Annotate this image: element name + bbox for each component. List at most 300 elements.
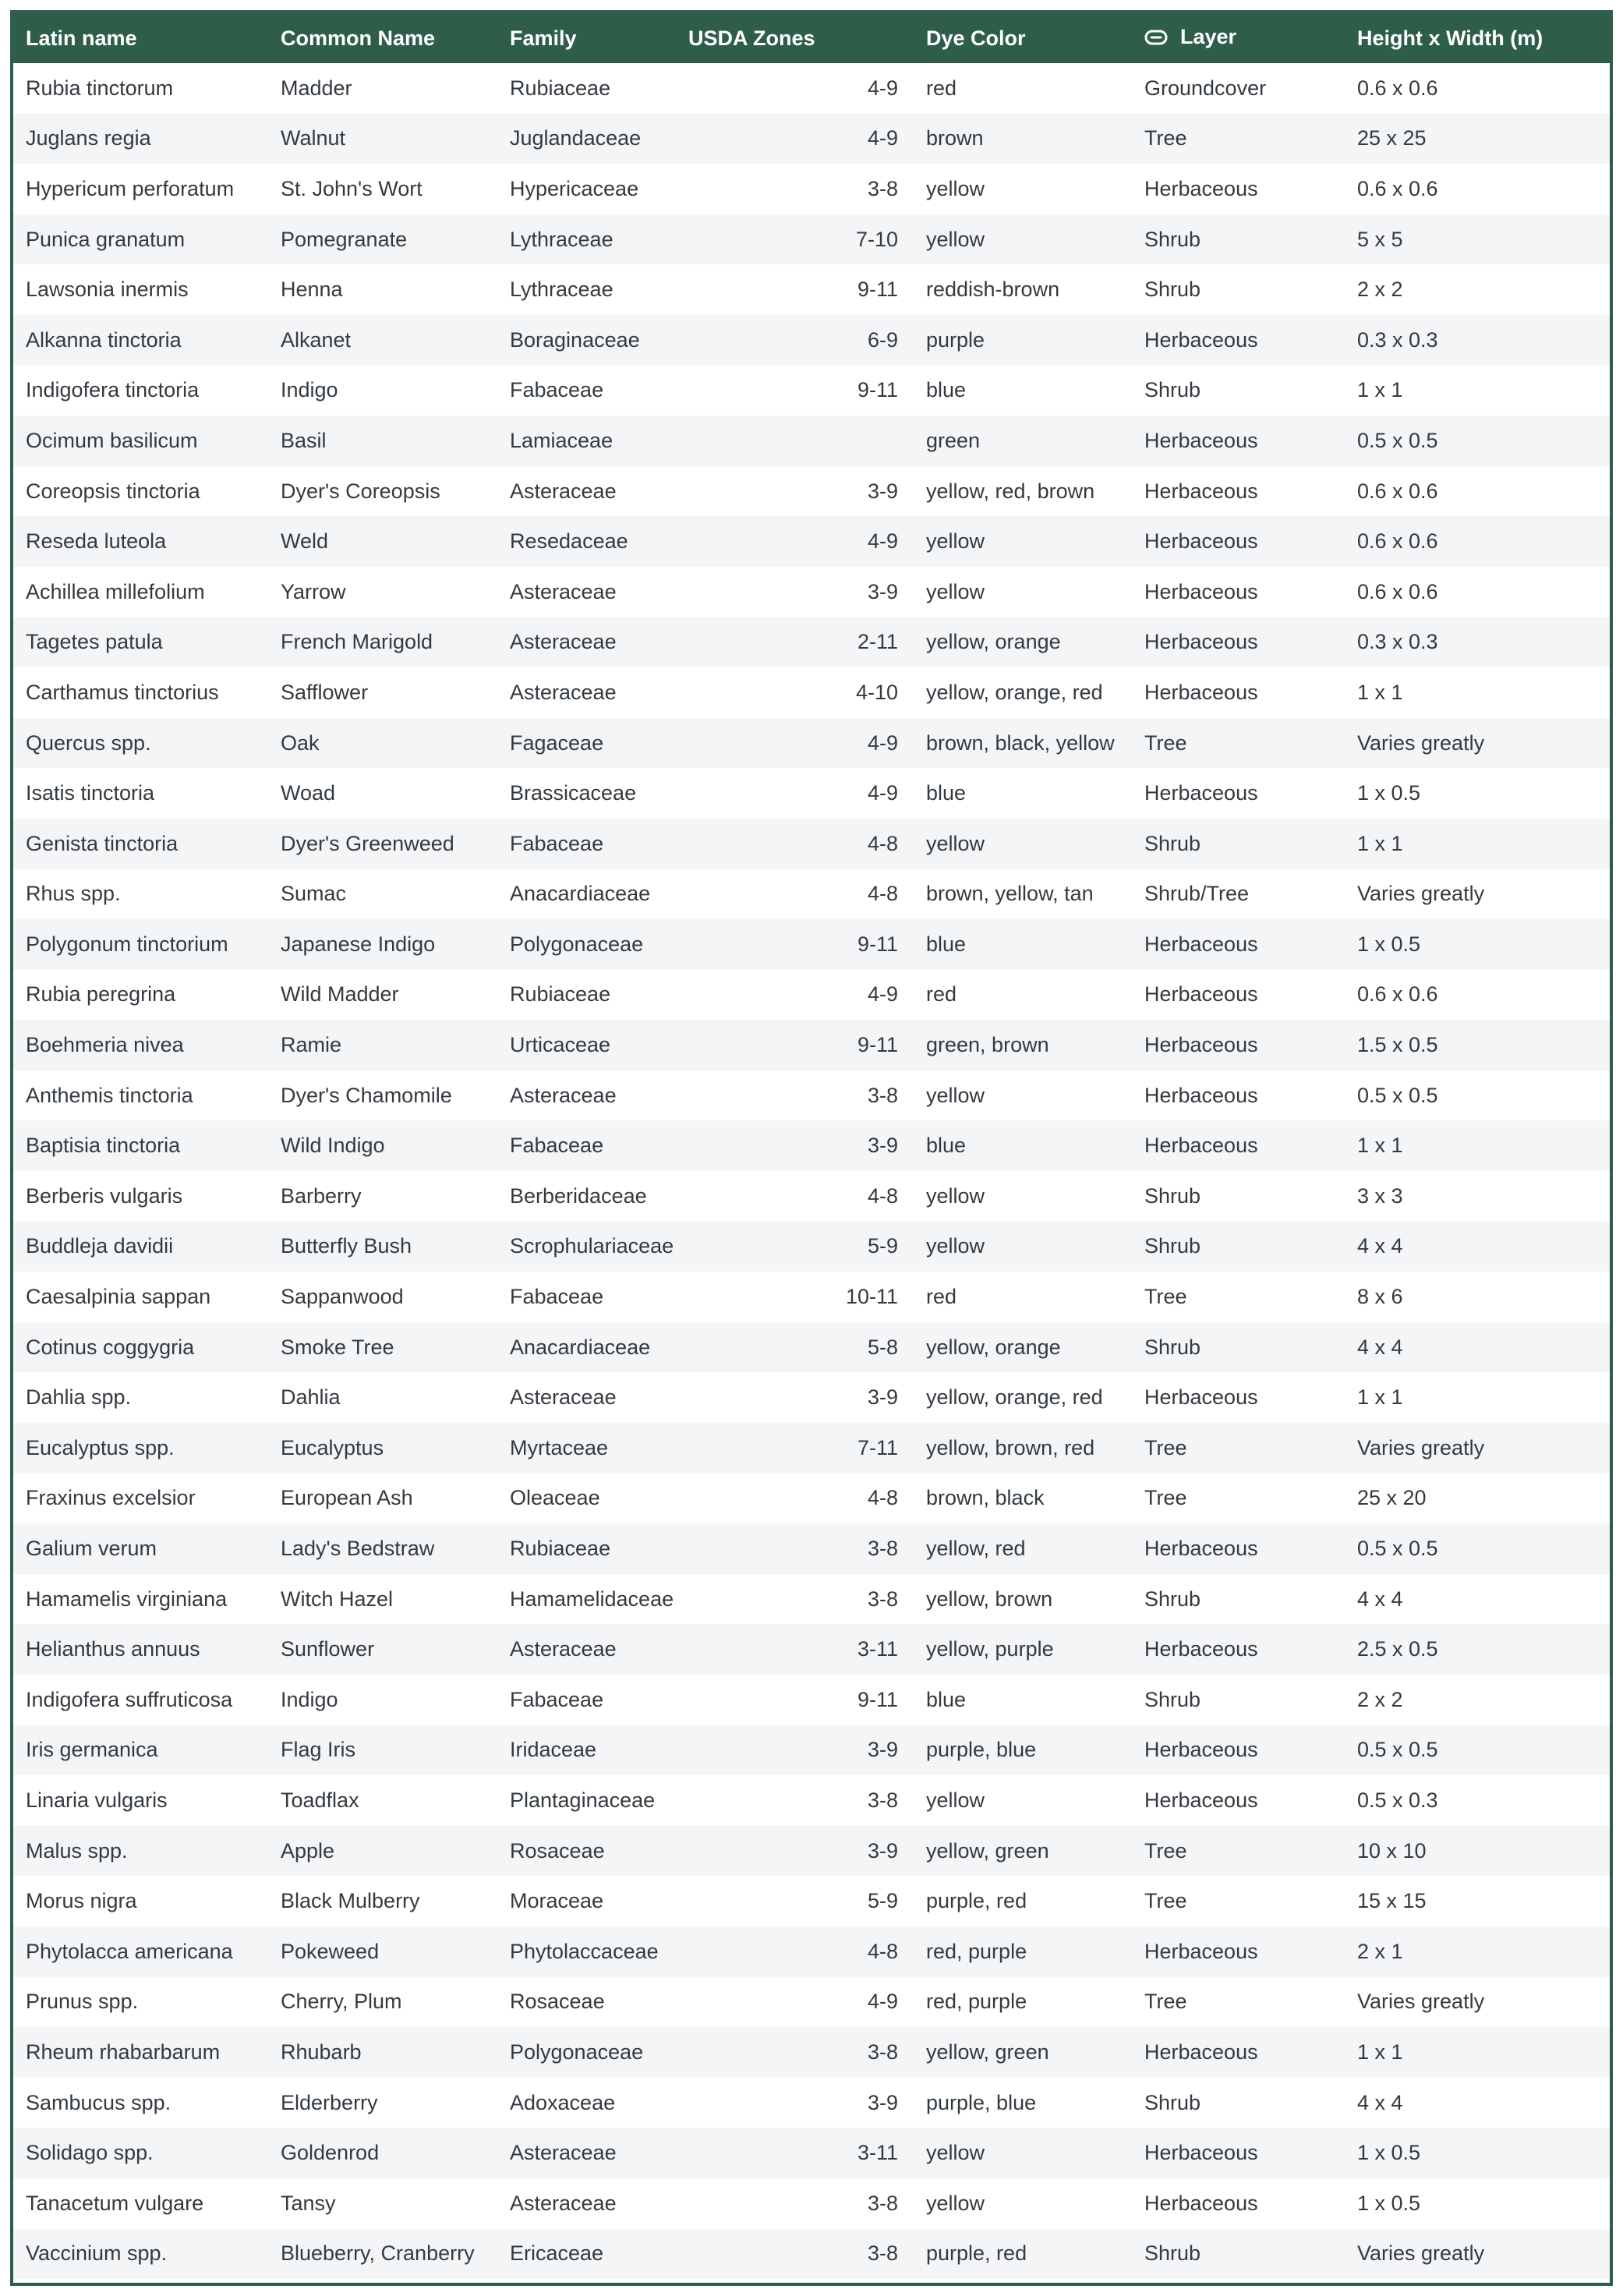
cell-dye-color: yellow, red, brown xyxy=(926,479,1095,503)
table-frame xyxy=(10,10,1613,2286)
cell-height-width: 2 x 2 xyxy=(1357,1687,1403,1711)
cell-layer: Herbaceous xyxy=(1144,1385,1258,1410)
cell-common-name: Pokeweed xyxy=(281,1939,380,1963)
cell-layer: Herbaceous xyxy=(1144,1637,1258,1661)
cell-family: Moraceae xyxy=(510,1889,604,1913)
cell-family: Boraginaceae xyxy=(510,327,640,352)
cell-height-width: 0.6 x 0.6 xyxy=(1357,176,1438,200)
cell-usda-zones: 4-9 xyxy=(867,76,898,100)
cell-latin-name: Berberis vulgaris xyxy=(26,1183,183,1208)
cell-dye-color: yellow xyxy=(926,2191,985,2215)
cell-family: Juglandaceae xyxy=(510,126,642,150)
cell-latin-name: Hypericum perforatum xyxy=(26,176,235,200)
cell-layer: Tree xyxy=(1144,126,1187,150)
table-row[interactable] xyxy=(13,819,1613,869)
cell-height-width: 10 x 10 xyxy=(1357,1838,1427,1863)
cell-latin-name: Phytolacca americana xyxy=(26,1939,233,1963)
cell-dye-color: yellow xyxy=(926,579,985,603)
column-header-dye-color[interactable]: Dye Color xyxy=(926,26,1026,50)
cell-dye-color: brown, black xyxy=(926,1486,1045,1510)
table-row[interactable] xyxy=(13,1322,1613,1373)
cell-usda-zones: 4-9 xyxy=(867,731,898,755)
cell-layer: Shrub/Tree xyxy=(1144,882,1250,906)
cell-height-width: 0.3 x 0.3 xyxy=(1357,327,1438,352)
cell-layer: Tree xyxy=(1144,731,1187,755)
cell-common-name: Madder xyxy=(281,76,352,100)
cell-layer: Herbaceous xyxy=(1144,1939,1258,1963)
cell-common-name: Butterfly Bush xyxy=(281,1234,412,1258)
cell-family: Fagaceae xyxy=(510,731,604,755)
cell-common-name: Wild Madder xyxy=(281,982,399,1006)
cell-family: Asteraceae xyxy=(510,479,617,503)
cell-common-name: Ramie xyxy=(281,1033,342,1057)
cell-dye-color: yellow, brown xyxy=(926,1587,1053,1611)
cell-dye-color: blue xyxy=(926,932,967,956)
cell-height-width: 2 x 2 xyxy=(1357,278,1403,302)
cell-height-width: Varies greatly xyxy=(1357,1435,1485,1459)
cell-common-name: Basil xyxy=(281,428,327,452)
cell-family: Rosaceae xyxy=(510,1838,605,1863)
table-row[interactable] xyxy=(13,1372,1613,1423)
cell-usda-zones: 3-9 xyxy=(867,1738,898,1762)
cell-dye-color: purple, blue xyxy=(926,2090,1037,2114)
cell-height-width: 15 x 15 xyxy=(1357,1889,1427,1913)
cell-height-width: 1 x 0.5 xyxy=(1357,2191,1421,2215)
cell-layer: Tree xyxy=(1144,1435,1187,1459)
cell-dye-color: purple xyxy=(926,327,985,352)
cell-latin-name: Genista tinctoria xyxy=(26,831,179,855)
cell-dye-color: yellow xyxy=(926,529,985,554)
cell-height-width: 0.5 x 0.5 xyxy=(1357,1738,1438,1762)
cell-latin-name: Ocimum basilicum xyxy=(26,428,198,452)
cell-dye-color: yellow, brown, red xyxy=(926,1435,1095,1459)
table-row[interactable] xyxy=(13,1473,1613,1524)
cell-height-width: 4 x 4 xyxy=(1357,1587,1403,1611)
cell-latin-name: Helianthus annuus xyxy=(26,1637,200,1661)
cell-family: Hypericaceae xyxy=(510,176,639,200)
cell-usda-zones: 5-8 xyxy=(867,1335,898,1359)
cell-usda-zones: 3-11 xyxy=(857,2141,898,2165)
table-row[interactable] xyxy=(13,2178,1613,2229)
cell-usda-zones: 9-11 xyxy=(857,1033,898,1057)
cell-common-name: Rhubarb xyxy=(281,2040,362,2064)
cell-dye-color: purple, red xyxy=(926,2241,1027,2266)
table-row[interactable] xyxy=(13,1826,1613,1877)
cell-common-name: St. John's Wort xyxy=(281,176,423,200)
cell-dye-color: yellow, orange xyxy=(926,630,1061,654)
cell-usda-zones: 3-8 xyxy=(867,2191,898,2215)
cell-latin-name: Alkanna tinctoria xyxy=(26,327,182,352)
cell-layer: Shrub xyxy=(1144,378,1201,402)
table-row[interactable] xyxy=(13,1574,1613,1625)
cell-layer: Herbaceous xyxy=(1144,479,1258,503)
cell-usda-zones: 9-11 xyxy=(857,278,898,302)
cell-layer: Shrub xyxy=(1144,1234,1201,1258)
table-row[interactable] xyxy=(13,114,1613,165)
cell-usda-zones: 4-8 xyxy=(867,1486,898,1510)
cell-family: Fabaceae xyxy=(510,1687,604,1711)
cell-latin-name: Morus nigra xyxy=(26,1889,137,1913)
table-header-row xyxy=(13,13,1613,63)
cell-height-width: 4 x 4 xyxy=(1357,1234,1403,1258)
cell-latin-name: Polygonum tinctorium xyxy=(26,932,228,956)
cell-common-name: Apple xyxy=(281,1838,335,1863)
cell-usda-zones: 4-9 xyxy=(867,1990,898,2014)
cell-usda-zones: 4-10 xyxy=(855,680,898,704)
cell-layer: Shrub xyxy=(1144,1183,1201,1208)
cell-height-width: Varies greatly xyxy=(1357,2241,1485,2266)
cell-dye-color: yellow xyxy=(926,2141,985,2165)
cell-family: Scrophulariaceae xyxy=(510,1234,674,1258)
table-row[interactable] xyxy=(13,1070,1613,1121)
cell-latin-name: Malus spp. xyxy=(26,1838,128,1863)
cell-common-name: Sumac xyxy=(281,882,347,906)
cell-height-width: 0.6 x 0.6 xyxy=(1357,982,1438,1006)
cell-dye-color: green, brown xyxy=(926,1033,1049,1057)
cell-layer: Herbaceous xyxy=(1144,1134,1258,1158)
cell-common-name: Flag Iris xyxy=(281,1738,356,1762)
table-row[interactable] xyxy=(13,2229,1613,2280)
cell-height-width: 2 x 1 xyxy=(1357,1939,1403,1963)
cell-family: Resedaceae xyxy=(510,529,628,554)
cell-layer: Herbaceous xyxy=(1144,176,1258,200)
cell-family: Brassicaceae xyxy=(510,781,637,805)
table-row[interactable] xyxy=(13,768,1613,819)
cell-family: Asteraceae xyxy=(510,630,617,654)
cell-latin-name: Punica granatum xyxy=(26,227,186,251)
cell-latin-name: Solidago spp. xyxy=(26,2141,154,2165)
cell-latin-name: Lawsonia inermis xyxy=(26,278,189,302)
cell-layer: Tree xyxy=(1144,1990,1187,2014)
table-row[interactable] xyxy=(13,516,1613,567)
cell-latin-name: Tanacetum vulgare xyxy=(26,2191,204,2215)
cell-latin-name: Tagetes patula xyxy=(26,630,163,654)
cell-usda-zones: 3-9 xyxy=(867,1134,898,1158)
cell-layer: Herbaceous xyxy=(1144,2141,1258,2165)
table-row[interactable] xyxy=(13,1876,1613,1926)
cell-common-name: Dyer's Coreopsis xyxy=(281,479,440,503)
cell-common-name: Pomegranate xyxy=(281,227,408,251)
cell-layer: Herbaceous xyxy=(1144,1083,1258,1107)
cell-layer: Herbaceous xyxy=(1144,932,1258,956)
table-row[interactable] xyxy=(13,1171,1613,1222)
cell-layer: Groundcover xyxy=(1144,76,1267,100)
cell-family: Fabaceae xyxy=(510,378,604,402)
cell-usda-zones: 4-9 xyxy=(867,781,898,805)
cell-height-width: 0.5 x 0.5 xyxy=(1357,428,1438,452)
cell-layer: Shrub xyxy=(1144,831,1201,855)
cell-family: Polygonaceae xyxy=(510,2040,644,2064)
table-row[interactable] xyxy=(13,667,1613,718)
cell-dye-color: blue xyxy=(926,1134,967,1158)
table-row[interactable] xyxy=(13,1120,1613,1171)
cell-height-width: 1.5 x 0.5 xyxy=(1357,1033,1438,1057)
table-row[interactable] xyxy=(13,919,1613,970)
cell-layer: Herbaceous xyxy=(1144,327,1258,352)
cell-dye-color: yellow xyxy=(926,1234,985,1258)
cell-family: Rubiaceae xyxy=(510,982,611,1006)
cell-latin-name: Baptisia tinctoria xyxy=(26,1134,181,1158)
cell-latin-name: Fraxinus excelsior xyxy=(26,1486,196,1510)
cell-family: Rubiaceae xyxy=(510,76,611,100)
cell-height-width: 0.5 x 0.3 xyxy=(1357,1788,1438,1812)
cell-usda-zones: 3-8 xyxy=(867,1083,898,1107)
cell-height-width: 0.5 x 0.5 xyxy=(1357,1537,1438,1561)
table-row[interactable] xyxy=(13,567,1613,617)
cell-common-name: Dyer's Greenweed xyxy=(281,831,454,855)
cell-layer: Herbaceous xyxy=(1144,2191,1258,2215)
cell-common-name: Tansy xyxy=(281,2191,336,2215)
cell-dye-color: red xyxy=(926,76,957,100)
cell-common-name: Lady's Bedstraw xyxy=(281,1537,435,1561)
cell-height-width: Varies greatly xyxy=(1357,882,1485,906)
cell-height-width: 0.6 x 0.6 xyxy=(1357,76,1438,100)
cell-family: Rubiaceae xyxy=(510,1537,611,1561)
cell-layer: Herbaceous xyxy=(1144,529,1258,554)
cell-dye-color: brown, yellow, tan xyxy=(926,882,1094,906)
cell-common-name: Barberry xyxy=(281,1183,362,1208)
cell-dye-color: red, purple xyxy=(926,1939,1027,1963)
cell-height-width: 0.3 x 0.3 xyxy=(1357,630,1438,654)
cell-height-width: 1 x 1 xyxy=(1357,680,1403,704)
layers-icon xyxy=(1144,29,1168,46)
cell-dye-color: purple, blue xyxy=(926,1738,1037,1762)
cell-height-width: 1 x 1 xyxy=(1357,1385,1403,1410)
cell-family: Asteraceae xyxy=(510,1637,617,1661)
cell-dye-color: yellow, green xyxy=(926,1838,1049,1863)
cell-common-name: Sappanwood xyxy=(281,1285,404,1309)
cell-latin-name: Vaccinium spp. xyxy=(26,2241,168,2266)
cell-dye-color: blue xyxy=(926,378,967,402)
cell-usda-zones: 3-8 xyxy=(867,1788,898,1812)
cell-latin-name: Iris germanica xyxy=(26,1738,158,1762)
cell-common-name: Indigo xyxy=(281,1687,338,1711)
cell-latin-name: Boehmeria nivea xyxy=(26,1033,184,1057)
table-row[interactable] xyxy=(13,1222,1613,1272)
table-row[interactable] xyxy=(13,1020,1613,1070)
table-row[interactable] xyxy=(13,1423,1613,1473)
cell-layer: Shrub xyxy=(1144,278,1201,302)
cell-common-name: Oak xyxy=(281,731,320,755)
cell-dye-color: yellow xyxy=(926,1083,985,1107)
cell-family: Lythraceae xyxy=(510,278,613,302)
cell-common-name: Dyer's Chamomile xyxy=(281,1083,452,1107)
cell-height-width: Varies greatly xyxy=(1357,731,1485,755)
cell-usda-zones: 3-9 xyxy=(867,1838,898,1863)
cell-family: Oleaceae xyxy=(510,1486,600,1510)
cell-common-name: French Marigold xyxy=(281,630,433,654)
cell-usda-zones: 5-9 xyxy=(867,1234,898,1258)
cell-height-width: 4 x 4 xyxy=(1357,1335,1403,1359)
cell-common-name: Dahlia xyxy=(281,1385,341,1410)
cell-dye-color: yellow xyxy=(926,831,985,855)
cell-family: Fabaceae xyxy=(510,1285,604,1309)
table-row[interactable] xyxy=(13,1523,1613,1574)
table-row[interactable] xyxy=(13,1775,1613,1826)
cell-latin-name: Carthamus tinctorius xyxy=(26,680,219,704)
column-header-family[interactable]: Family xyxy=(510,26,577,50)
cell-common-name: Witch Hazel xyxy=(281,1587,394,1611)
cell-usda-zones: 3-8 xyxy=(867,2040,898,2064)
cell-latin-name: Quercus spp. xyxy=(26,731,151,755)
cell-latin-name: Eucalyptus spp. xyxy=(26,1435,175,1459)
cell-height-width: 2.5 x 0.5 xyxy=(1357,1637,1438,1661)
cell-usda-zones: 3-9 xyxy=(867,2090,898,2114)
table-row[interactable] xyxy=(13,718,1613,769)
cell-latin-name: Galium verum xyxy=(26,1537,157,1561)
cell-usda-zones: 4-8 xyxy=(867,831,898,855)
cell-dye-color: brown xyxy=(926,126,984,150)
table-row[interactable] xyxy=(13,1977,1613,2028)
column-header-layer[interactable] xyxy=(1132,13,1345,63)
cell-layer: Tree xyxy=(1144,1889,1187,1913)
table-row[interactable] xyxy=(13,2078,1613,2128)
cell-height-width: 1 x 1 xyxy=(1357,831,1403,855)
cell-usda-zones: 4-8 xyxy=(867,882,898,906)
cell-usda-zones: 6-9 xyxy=(867,327,898,352)
cell-height-width: 0.5 x 0.5 xyxy=(1357,1083,1438,1107)
cell-height-width: 1 x 0.5 xyxy=(1357,781,1421,805)
cell-latin-name: Rhus spp. xyxy=(26,882,121,906)
cell-latin-name: Rubia peregrina xyxy=(26,982,176,1006)
table-row[interactable] xyxy=(13,264,1613,315)
cell-usda-zones: 3-9 xyxy=(867,579,898,603)
table-row[interactable] xyxy=(13,1926,1613,1977)
cell-common-name: Cherry, Plum xyxy=(281,1990,402,2014)
cell-family: Myrtaceae xyxy=(510,1435,609,1459)
cell-layer: Shrub xyxy=(1144,1335,1201,1359)
cell-dye-color: yellow, orange, red xyxy=(926,680,1103,704)
cell-common-name: Goldenrod xyxy=(281,2141,380,2165)
cell-usda-zones: 4-8 xyxy=(867,1183,898,1208)
table-row[interactable] xyxy=(13,970,1613,1021)
cell-common-name: Toadflax xyxy=(281,1788,359,1812)
cell-family: Fabaceae xyxy=(510,1134,604,1158)
cell-height-width: 1 x 1 xyxy=(1357,1134,1403,1158)
cell-common-name: Black Mulberry xyxy=(281,1889,420,1913)
table-row[interactable] xyxy=(13,2128,1613,2178)
cell-dye-color: red xyxy=(926,1285,957,1309)
cell-dye-color: yellow xyxy=(926,1183,985,1208)
table-row[interactable] xyxy=(13,63,1613,114)
cell-usda-zones: 3-8 xyxy=(867,176,898,200)
cell-family: Adoxaceae xyxy=(510,2090,616,2114)
cell-usda-zones: 7-10 xyxy=(855,227,898,251)
cell-layer: Herbaceous xyxy=(1144,781,1258,805)
cell-dye-color: purple, red xyxy=(926,1889,1027,1913)
cell-family: Fabaceae xyxy=(510,831,604,855)
cell-usda-zones: 3-8 xyxy=(867,1587,898,1611)
cell-latin-name: Prunus spp. xyxy=(26,1990,139,2014)
cell-family: Polygonaceae xyxy=(510,932,644,956)
cell-common-name: Elderberry xyxy=(281,2090,378,2114)
cell-latin-name: Sambucus spp. xyxy=(26,2090,171,2114)
table-row[interactable] xyxy=(13,1272,1613,1322)
cell-dye-color: yellow, orange, red xyxy=(926,1385,1103,1410)
cell-latin-name: Coreopsis tinctoria xyxy=(26,479,200,503)
table-row[interactable] xyxy=(13,466,1613,517)
cell-layer: Herbaceous xyxy=(1144,680,1258,704)
cell-latin-name: Reseda luteola xyxy=(26,529,167,554)
table-row[interactable] xyxy=(13,366,1613,416)
cell-family: Anacardiaceae xyxy=(510,882,651,906)
cell-height-width: 0.6 x 0.6 xyxy=(1357,529,1438,554)
cell-common-name: Wild Indigo xyxy=(281,1134,385,1158)
cell-dye-color: yellow, red xyxy=(926,1537,1026,1561)
cell-height-width: 0.6 x 0.6 xyxy=(1357,479,1438,503)
cell-latin-name: Caesalpinia sappan xyxy=(26,1285,211,1309)
cell-dye-color: yellow, orange xyxy=(926,1335,1061,1359)
cell-family: Ericaceae xyxy=(510,2241,604,2266)
cell-usda-zones: 9-11 xyxy=(857,1687,898,1711)
table-row[interactable] xyxy=(13,869,1613,920)
table-row[interactable] xyxy=(13,1725,1613,1776)
cell-dye-color: reddish-brown xyxy=(926,278,1060,302)
cell-common-name: Safflower xyxy=(281,680,369,704)
cell-layer: Shrub xyxy=(1144,1687,1201,1711)
cell-height-width: 8 x 6 xyxy=(1357,1285,1403,1309)
cell-latin-name: Juglans regia xyxy=(26,126,151,150)
cell-family: Asteraceae xyxy=(510,1385,617,1410)
table-row[interactable] xyxy=(13,164,1613,214)
cell-usda-zones: 9-11 xyxy=(857,378,898,402)
table-row[interactable] xyxy=(13,214,1613,265)
cell-common-name: Japanese Indigo xyxy=(281,932,436,956)
column-header-common-name[interactable]: Common Name xyxy=(281,26,436,50)
cell-common-name: Indigo xyxy=(281,378,338,402)
table-row[interactable] xyxy=(13,1624,1613,1675)
cell-family: Phytolaccaceae xyxy=(510,1939,659,1963)
cell-layer: Tree xyxy=(1144,1838,1187,1863)
cell-usda-zones: 4-9 xyxy=(867,529,898,554)
table-row[interactable] xyxy=(13,416,1613,466)
cell-layer: Herbaceous xyxy=(1144,2040,1258,2064)
cell-height-width: 4 x 4 xyxy=(1357,2090,1403,2114)
cell-usda-zones: 2-11 xyxy=(857,630,898,654)
cell-layer: Shrub xyxy=(1144,1587,1201,1611)
cell-dye-color: red, purple xyxy=(926,1990,1027,2014)
cell-height-width: Varies greatly xyxy=(1357,1990,1485,2014)
cell-dye-color: yellow xyxy=(926,176,985,200)
table-row[interactable] xyxy=(13,1675,1613,1725)
cell-dye-color: green xyxy=(926,428,981,452)
cell-layer: Shrub xyxy=(1144,2090,1201,2114)
cell-common-name: Walnut xyxy=(281,126,346,150)
cell-layer: Herbaceous xyxy=(1144,1788,1258,1812)
cell-family: Asteraceae xyxy=(510,2191,617,2215)
cell-layer: Tree xyxy=(1144,1486,1187,1510)
cell-family: Urticaceae xyxy=(510,1033,611,1057)
column-header-latin-name[interactable]: Latin name xyxy=(26,26,137,50)
cell-latin-name: Isatis tinctoria xyxy=(26,781,155,805)
cell-height-width: 0.6 x 0.6 xyxy=(1357,579,1438,603)
cell-family: Asteraceae xyxy=(510,680,617,704)
table-row[interactable] xyxy=(13,617,1613,668)
cell-family: Asteraceae xyxy=(510,2141,617,2165)
cell-family: Anacardiaceae xyxy=(510,1335,651,1359)
table-row[interactable] xyxy=(13,2027,1613,2078)
column-header-height-width[interactable]: Height x Width (m) xyxy=(1357,26,1543,50)
cell-latin-name: Hamamelis virginiana xyxy=(26,1587,228,1611)
cell-layer: Herbaceous xyxy=(1144,428,1258,452)
table-row[interactable] xyxy=(13,315,1613,366)
column-header-usda-zones[interactable]: USDA Zones xyxy=(688,26,815,50)
cell-layer: Herbaceous xyxy=(1144,1738,1258,1762)
cell-layer: Tree xyxy=(1144,1285,1187,1309)
column-header-layer-label: Layer xyxy=(1180,25,1237,49)
cell-latin-name: Rubia tinctorum xyxy=(26,76,174,100)
cell-height-width: 1 x 1 xyxy=(1357,2040,1403,2064)
